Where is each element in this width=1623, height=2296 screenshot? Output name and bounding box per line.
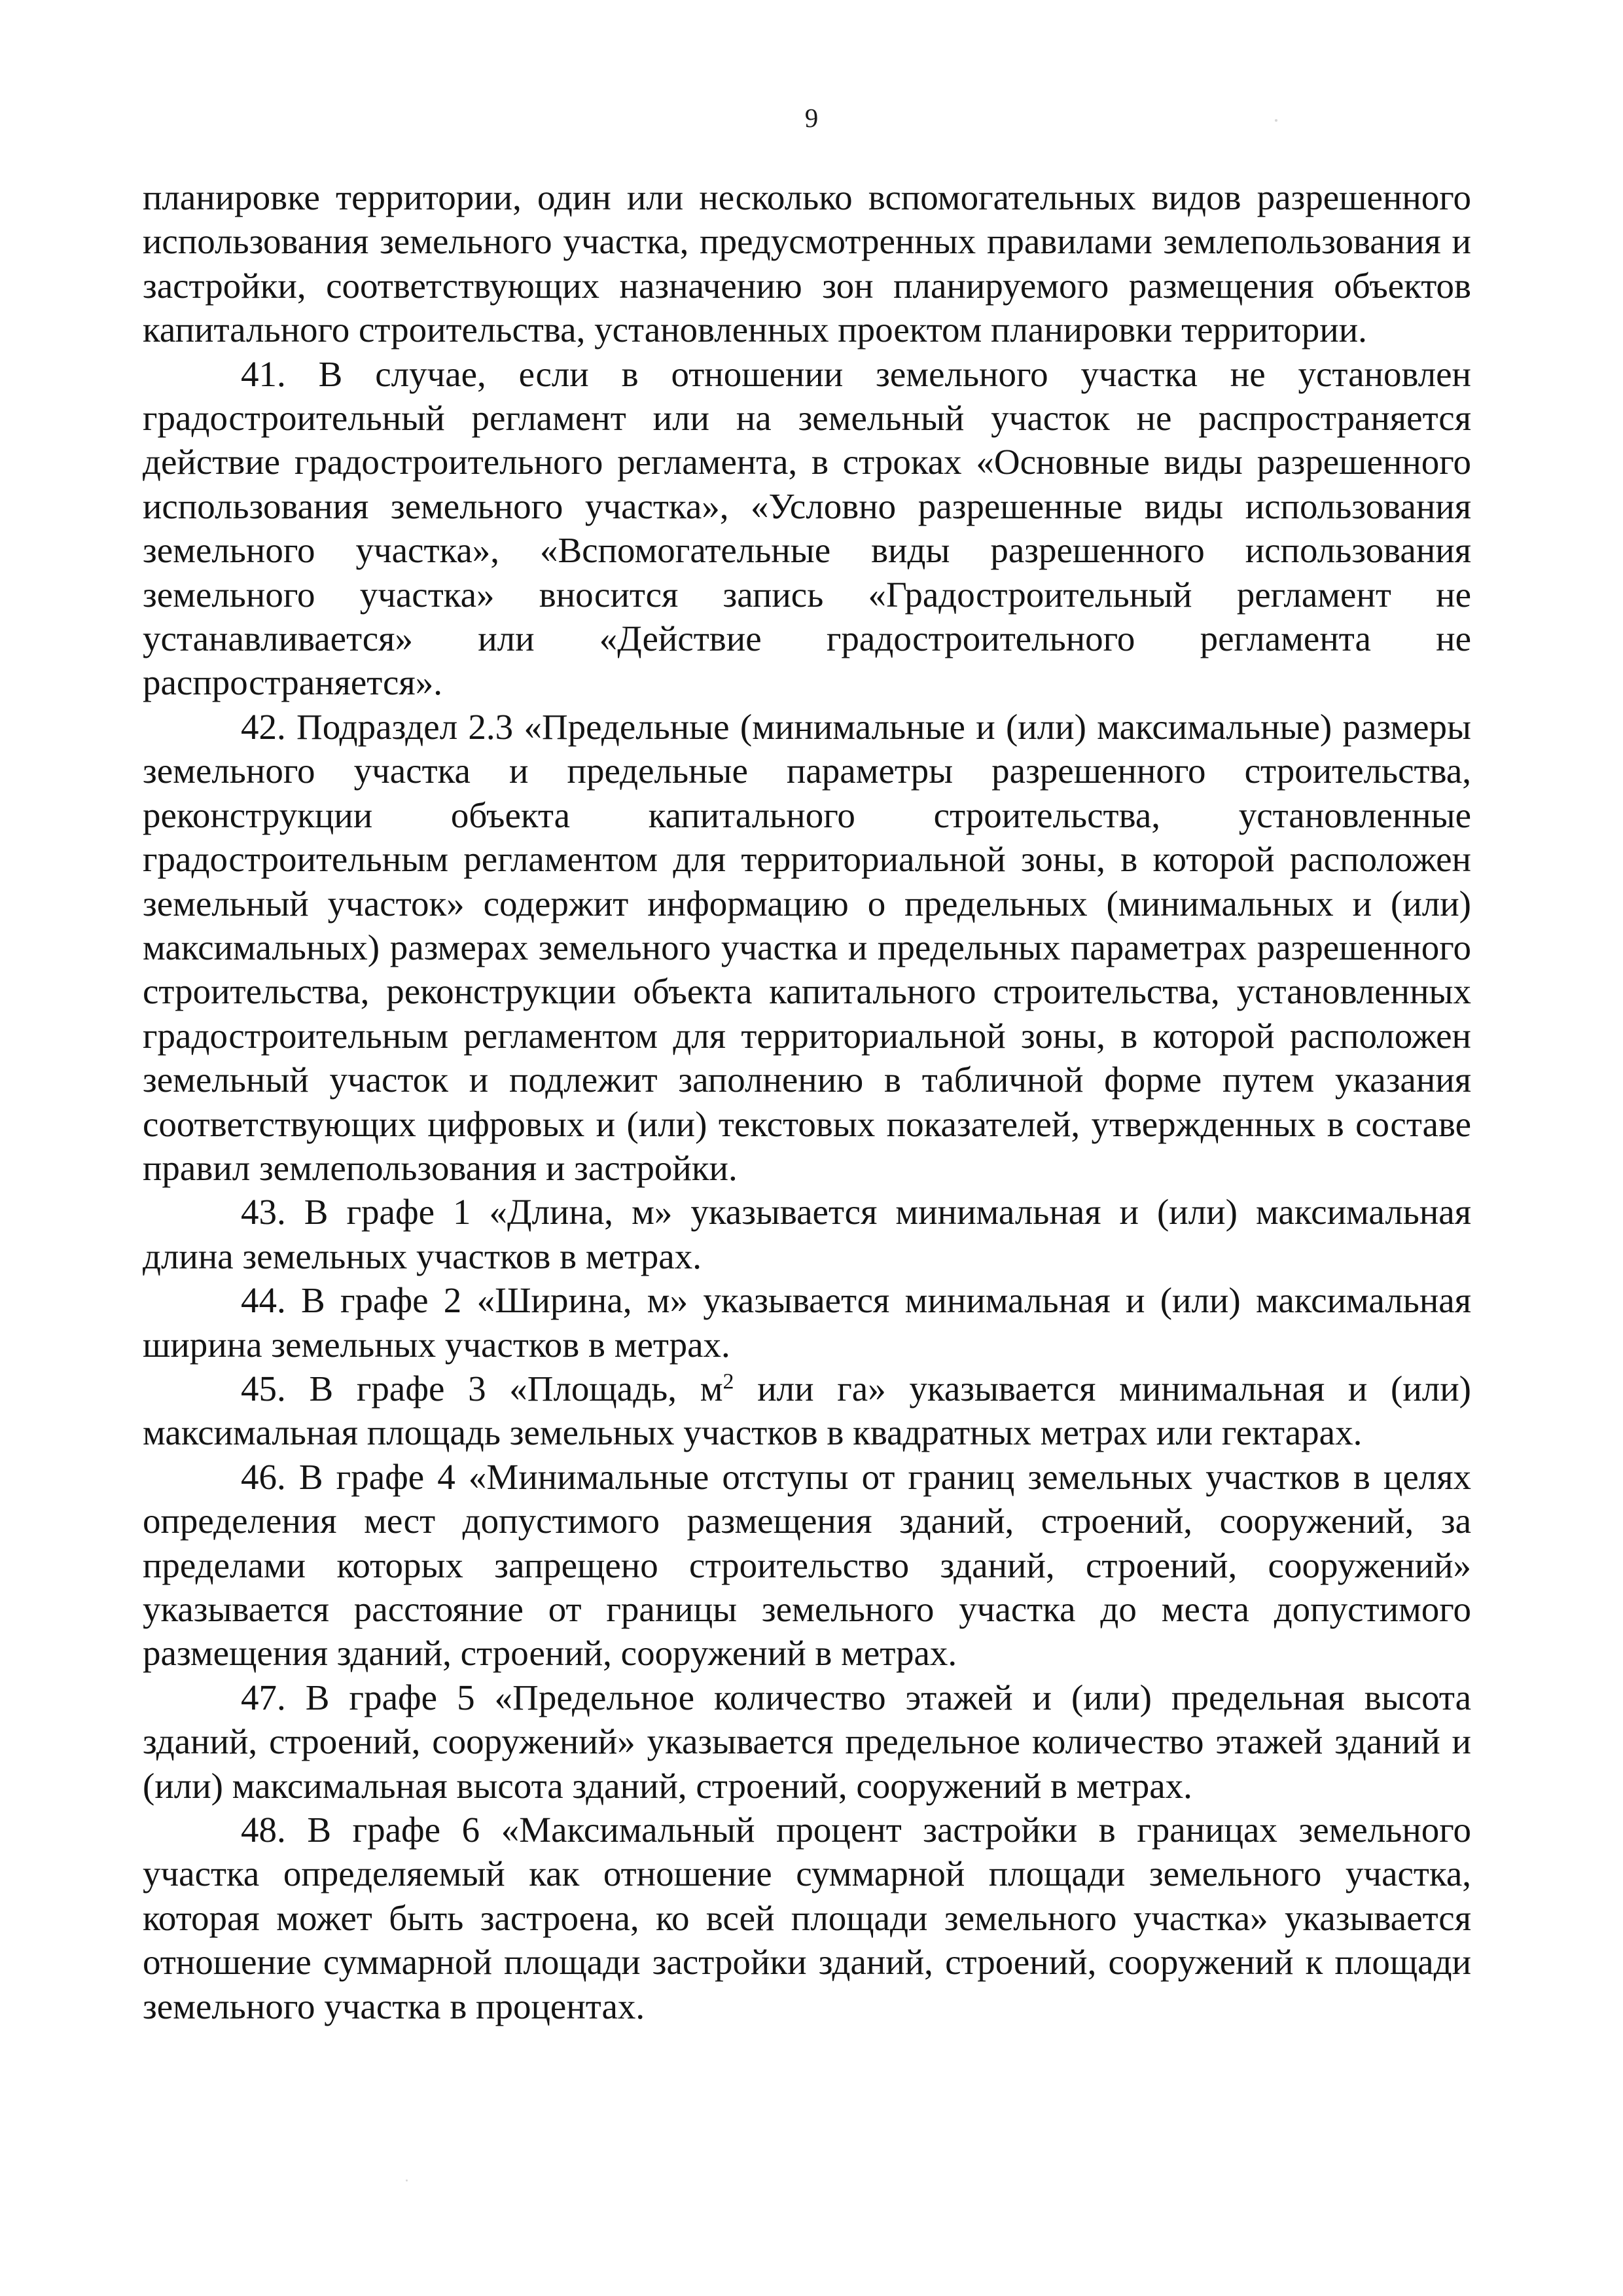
scan-speck (1275, 119, 1277, 122)
paragraph-continued: планировке территории, один или несколько вспомогательных видов разрешенного использования земельного участка, предусмотренных правилами землепользования и застройки, соответствующих назначению зон планируемого размещения объектов капитального строительства, установленных проектом планировки территории. (143, 177, 1471, 350)
paragraph-46: 46. В графе 4 «Минимальные отступы от границ земельных участков в целях определения мест допустимого размещения зданий, строений, сооружений, за пределами которых запрещено строительство зданий, строений, сооружений» указывается расстояние от границы земельного участка до места допустимого размещения зданий, строений, сооружений в метрах. (143, 1456, 1471, 1674)
scan-speck (406, 2179, 408, 2181)
paragraph-48: 48. В графе 6 «Максимальный процент застройки в границах земельного участка определяемый как отношение суммарной площади земельного участка, которая может быть застроена, ко всей площади земельного участка» указывается отношение суммарной площади застройки зданий, строений, сооружений к площади земельного участка в процентах. (143, 1810, 1471, 2026)
document-body (143, 175, 1471, 2028)
paragraph-45-part-2: или га» указывается минимальная и (или) максимальная площадь земельных участков в квадратных метрах или гектарах. (143, 1368, 1471, 1453)
paragraph-47: 47. В графе 5 «Предельное количество этажей и (или) предельная высота зданий, строений, сооружений» указывается предельное количество этажей зданий и (или) максимальная высота зданий, строений, сооружений в метрах. (143, 1677, 1471, 1806)
page-number: 9 (804, 103, 819, 133)
paragraph-45-part-1: 45. В графе 3 «Площадь, м (241, 1368, 723, 1408)
square-superscript: 2 (722, 1369, 734, 1394)
paragraph-43: 43. В графе 1 «Длина, м» указывается минимальная и (или) максимальная длина земельных участков в метрах. (143, 1192, 1471, 1276)
paragraph-44: 44. В графе 2 «Ширина, м» указывается минимальная и (или) максимальная ширина земельных участков в метрах. (143, 1280, 1471, 1365)
paragraph-41: 41. В случае, если в отношении земельного участка не установлен градостроительный регламент или на земельный участок не распространяется действие градостроительного регламента, в строках «Основные виды разрешенного использования земельного участка», «Условно разрешенные виды использования земельного участка», «Вспомогательные виды разрешенного использования земельного участка» вносится запись «Градостроительный регламент не устанавливается» или «Действие градостроительного регламента не распространяется». (143, 353, 1471, 703)
paragraph-45 (143, 1367, 1471, 1455)
paragraph-42: 42. Подраздел 2.3 «Предельные (минимальные и (или) максимальные) размеры земельного участка и предельные параметры разрешенного строительства, реконструкции объекта капитального строительства, установленные градостроительным регламентом для территориальной зоны, в которой расположен земельный участок» содержит информацию о предельных (минимальных и (или) максимальных) размерах земельного участка и предельных параметрах разрешенного строительства, реконструкции объекта капитального строительства, установленных градостроительным регламентом для территориальной зоны, в которой расположен земельный участок и подлежит заполнению в табличной форме путем указания соответствующих цифровых и (или) текстовых показателей, утвержденных в составе правил землепользования и застройки. (143, 706, 1471, 1188)
